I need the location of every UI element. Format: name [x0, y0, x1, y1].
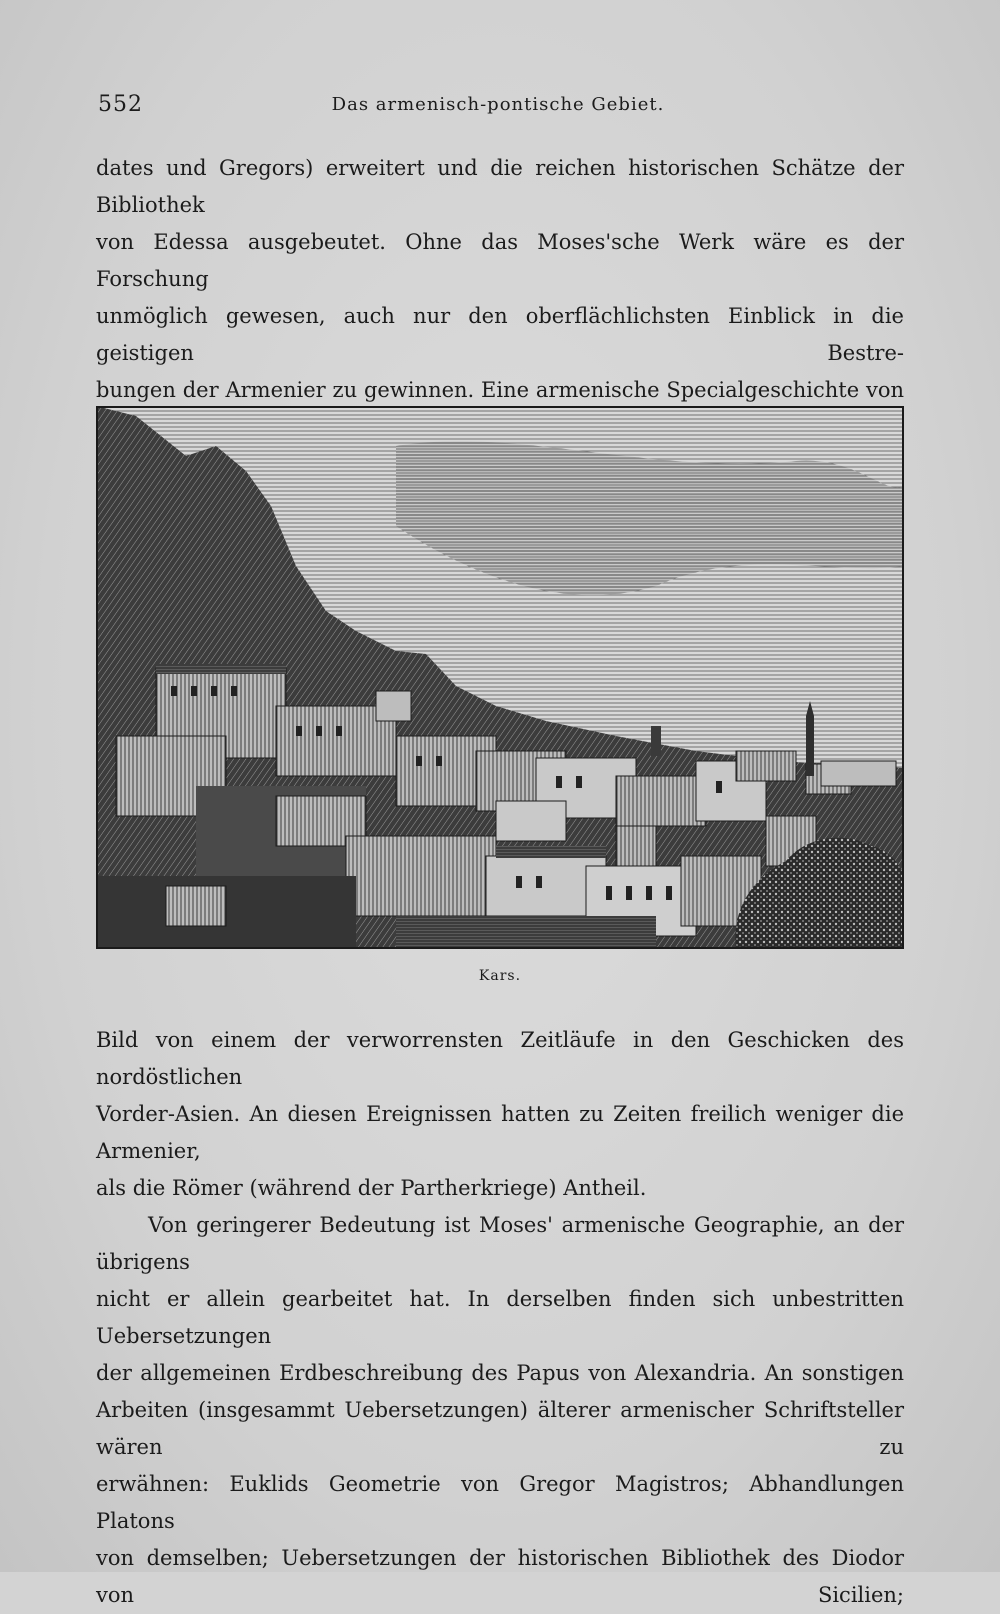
- text-line: Bild von einem der verworrensten Zeitläufe in den Geschicken des nordöstlichen: [96, 1028, 904, 1089]
- text-line: von Edessa ausgebeutet. Ohne das Moses'sche Werk wäre es der Forschung: [96, 230, 904, 291]
- kars-engraving: [96, 406, 904, 949]
- minaret: [806, 716, 814, 776]
- text-line: bungen der Armenier zu gewinnen. Eine armenische Specialgeschichte von: [96, 378, 904, 402]
- text-line: Vorder-Asien. An diesen Ereignissen hatten zu Zeiten freilich weniger die Armenier,: [96, 1102, 904, 1163]
- figure-caption: Kars.: [478, 968, 522, 984]
- text-line: als die Römer (während der Partherkriege) Antheil.: [96, 1176, 647, 1200]
- paragraph-bottom: [96, 1022, 904, 1614]
- text-line: erwähnen: Euklids Geometrie von Gregor Magistros; Abhandlungen Platons: [96, 1472, 904, 1533]
- text-line: von demselben; Uebersetzungen der historischen Bibliothek des Diodor von Sicilien;: [96, 1546, 904, 1607]
- text-line: nicht er allein gearbeitet hat. In derselben finden sich unbestritten Uebersetzungen: [96, 1287, 904, 1348]
- kars-illustration: [96, 406, 904, 949]
- page-header: [98, 92, 898, 122]
- text-line: Von geringerer Bedeutung ist Moses' armenische Geographie, an der übrigens: [96, 1213, 904, 1274]
- page-number: 552: [98, 92, 143, 117]
- text-line: Arbeiten (insgesammt Uebersetzungen) älterer armenischer Schriftsteller wären zu: [96, 1398, 904, 1459]
- text-line: dates und Gregors) erweitert und die reichen historischen Schätze der Bibliothek: [96, 156, 904, 217]
- text-line: unmöglich gewesen, auch nur den oberflächlichsten Einblick in die geistigen Bestre-: [96, 304, 904, 365]
- running-head: Das armenisch-pontische Gebiet.: [331, 94, 665, 115]
- text-line: der allgemeinen Erdbeschreibung des Papus von Alexandria. An sonstigen: [96, 1361, 904, 1385]
